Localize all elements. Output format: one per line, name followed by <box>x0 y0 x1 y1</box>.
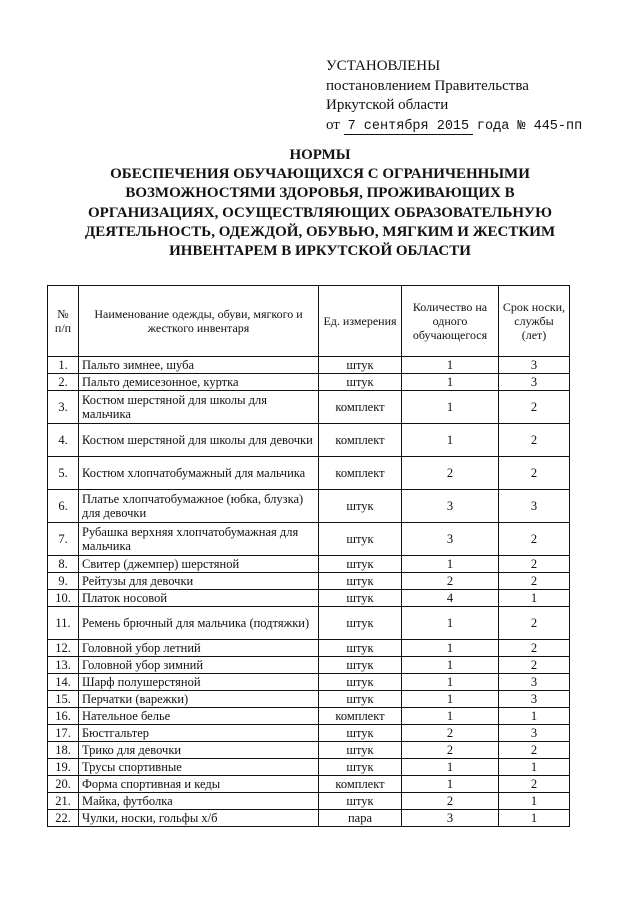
cell-name: Головной убор зимний <box>79 657 319 674</box>
cell-qty: 2 <box>402 793 499 810</box>
cell-num: 10. <box>48 590 79 607</box>
cell-unit: штук <box>319 793 402 810</box>
cell-unit: штук <box>319 523 402 556</box>
table-row <box>48 523 570 556</box>
cell-name: Перчатки (варежки) <box>79 691 319 708</box>
table-row <box>48 490 570 523</box>
cell-qty: 1 <box>402 391 499 424</box>
cell-term: 1 <box>499 708 570 725</box>
table-row <box>48 457 570 490</box>
cell-term: 2 <box>499 657 570 674</box>
cell-qty: 1 <box>402 640 499 657</box>
approval-date-prefix: от <box>326 116 340 133</box>
cell-num: 15. <box>48 691 79 708</box>
table-row <box>48 742 570 759</box>
cell-qty: 1 <box>402 674 499 691</box>
cell-qty: 1 <box>402 556 499 573</box>
cell-unit: штук <box>319 490 402 523</box>
title-line-1: НОРМЫ <box>289 147 351 163</box>
cell-qty: 2 <box>402 457 499 490</box>
cell-name: Трико для девочки <box>79 742 319 759</box>
cell-term: 2 <box>499 391 570 424</box>
table-row <box>48 725 570 742</box>
table-row <box>48 657 570 674</box>
table-row <box>48 357 570 374</box>
table-header-row <box>48 286 570 357</box>
cell-name: Рубашка верхняя хлопчатобумажная для мальчика <box>79 523 319 556</box>
approval-heading: УСТАНОВЛЕНЫ <box>326 58 441 74</box>
cell-qty: 3 <box>402 523 499 556</box>
cell-unit: комплект <box>319 708 402 725</box>
cell-qty: 1 <box>402 708 499 725</box>
approval-line-decree: постановлением Правительства <box>326 77 529 94</box>
cell-unit: комплект <box>319 391 402 424</box>
cell-qty: 1 <box>402 657 499 674</box>
cell-qty: 3 <box>402 810 499 827</box>
cell-unit: штук <box>319 357 402 374</box>
cell-qty: 4 <box>402 590 499 607</box>
cell-qty: 2 <box>402 725 499 742</box>
table-row <box>48 374 570 391</box>
cell-name: Костюм шерстяной для школы для мальчика <box>79 391 319 424</box>
cell-num: 7. <box>48 523 79 556</box>
header-unit: Ед. измерения <box>319 286 402 357</box>
header-num: № п/п <box>48 286 79 357</box>
cell-qty: 2 <box>402 742 499 759</box>
cell-num: 16. <box>48 708 79 725</box>
cell-num: 6. <box>48 490 79 523</box>
cell-term: 3 <box>499 725 570 742</box>
cell-unit: комплект <box>319 457 402 490</box>
cell-term: 3 <box>499 490 570 523</box>
cell-num: 19. <box>48 759 79 776</box>
cell-name: Пальто зимнее, шуба <box>79 357 319 374</box>
cell-term: 3 <box>499 374 570 391</box>
approval-date-line <box>326 116 582 137</box>
cell-unit: штук <box>319 657 402 674</box>
cell-term: 2 <box>499 607 570 640</box>
title-line-4: ОРГАНИЗАЦИЯХ, ОСУЩЕСТВЛЯЮЩИХ ОБРАЗОВАТЕЛЬНУЮ <box>88 204 552 221</box>
table-row <box>48 810 570 827</box>
cell-qty: 1 <box>402 776 499 793</box>
cell-term: 2 <box>499 742 570 759</box>
cell-num: 11. <box>48 607 79 640</box>
table-row <box>48 424 570 457</box>
cell-num: 21. <box>48 793 79 810</box>
cell-name: Чулки, носки, гольфы х/б <box>79 810 319 827</box>
table-row <box>48 590 570 607</box>
cell-num: 14. <box>48 674 79 691</box>
header-term: Срок носки, службы (лет) <box>499 286 570 357</box>
table-row <box>48 556 570 573</box>
approval-date-value: 7 сентября 2015 <box>344 119 474 135</box>
cell-unit: комплект <box>319 424 402 457</box>
cell-unit: штук <box>319 374 402 391</box>
cell-num: 12. <box>48 640 79 657</box>
cell-unit: штук <box>319 573 402 590</box>
approval-date-suffix: года № 445-пп <box>476 118 583 134</box>
table-row <box>48 759 570 776</box>
table-row <box>48 391 570 424</box>
cell-qty: 2 <box>402 573 499 590</box>
cell-name: Свитер (джемпер) шерстяной <box>79 556 319 573</box>
title-line-2: ОБЕСПЕЧЕНИЯ ОБУЧАЮЩИХСЯ С ОГРАНИЧЕННЫМИ <box>110 166 530 183</box>
cell-unit: штук <box>319 759 402 776</box>
cell-name: Платок носовой <box>79 590 319 607</box>
cell-num: 22. <box>48 810 79 827</box>
cell-num: 5. <box>48 457 79 490</box>
cell-term: 2 <box>499 523 570 556</box>
cell-term: 1 <box>499 793 570 810</box>
title-line-3: ВОЗМОЖНОСТЯМИ ЗДОРОВЬЯ, ПРОЖИВАЮЩИХ В <box>125 185 515 202</box>
cell-qty: 1 <box>402 374 499 391</box>
table-row <box>48 607 570 640</box>
cell-qty: 3 <box>402 490 499 523</box>
cell-term: 2 <box>499 424 570 457</box>
cell-name: Платье хлопчатобумажное (юбка, блузка) для девочки <box>79 490 319 523</box>
cell-name: Нательное белье <box>79 708 319 725</box>
cell-num: 4. <box>48 424 79 457</box>
table-row <box>48 674 570 691</box>
norms-table <box>47 285 570 827</box>
cell-term: 3 <box>499 691 570 708</box>
cell-name: Форма спортивная и кеды <box>79 776 319 793</box>
cell-qty: 1 <box>402 607 499 640</box>
cell-name: Рейтузы для девочки <box>79 573 319 590</box>
cell-term: 1 <box>499 810 570 827</box>
cell-num: 1. <box>48 357 79 374</box>
cell-name: Трусы спортивные <box>79 759 319 776</box>
table-row <box>48 640 570 657</box>
cell-unit: штук <box>319 691 402 708</box>
cell-term: 3 <box>499 674 570 691</box>
cell-unit: штук <box>319 607 402 640</box>
cell-qty: 1 <box>402 357 499 374</box>
title-line-5: ДЕЯТЕЛЬНОСТЬ, ОДЕЖДОЙ, ОБУВЬЮ, МЯГКИМ И ЖЕСТКИМ <box>84 223 556 240</box>
cell-num: 13. <box>48 657 79 674</box>
cell-name: Костюм хлопчатобумажный для мальчика <box>79 457 319 490</box>
cell-num: 20. <box>48 776 79 793</box>
cell-num: 8. <box>48 556 79 573</box>
cell-name: Бюстгальтер <box>79 725 319 742</box>
cell-unit: комплект <box>319 776 402 793</box>
table-row <box>48 691 570 708</box>
cell-name: Ремень брючный для мальчика (подтяжки) <box>79 607 319 640</box>
title-line-6: ИНВЕНТАРЕМ В ИРКУТСКОЙ ОБЛАСТИ <box>169 243 471 260</box>
cell-term: 2 <box>499 640 570 657</box>
cell-unit: штук <box>319 674 402 691</box>
table-body <box>48 357 570 827</box>
table-row <box>48 793 570 810</box>
header-qty: Количество на одного обучающегося <box>402 286 499 357</box>
cell-term: 2 <box>499 573 570 590</box>
cell-qty: 1 <box>402 424 499 457</box>
document-title <box>50 146 590 261</box>
cell-term: 2 <box>499 776 570 793</box>
cell-num: 9. <box>48 573 79 590</box>
cell-name: Костюм шерстяной для школы для девочки <box>79 424 319 457</box>
cell-num: 17. <box>48 725 79 742</box>
cell-term: 1 <box>499 759 570 776</box>
cell-num: 3. <box>48 391 79 424</box>
cell-name: Шарф полушерстяной <box>79 674 319 691</box>
cell-unit: пара <box>319 810 402 827</box>
cell-term: 1 <box>499 590 570 607</box>
cell-term: 2 <box>499 457 570 490</box>
cell-name: Майка, футболка <box>79 793 319 810</box>
table-row <box>48 708 570 725</box>
cell-num: 2. <box>48 374 79 391</box>
cell-num: 18. <box>48 742 79 759</box>
table-row <box>48 776 570 793</box>
cell-qty: 1 <box>402 759 499 776</box>
header-name: Наименование одежды, обуви, мягкого и жесткого инвентаря <box>79 286 319 357</box>
cell-name: Пальто демисезонное, куртка <box>79 374 319 391</box>
cell-term: 2 <box>499 556 570 573</box>
cell-term: 3 <box>499 357 570 374</box>
cell-unit: штук <box>319 556 402 573</box>
cell-unit: штук <box>319 725 402 742</box>
cell-unit: штук <box>319 742 402 759</box>
cell-name: Головной убор летний <box>79 640 319 657</box>
cell-qty: 1 <box>402 691 499 708</box>
table-row <box>48 573 570 590</box>
approval-line-region: Иркутской области <box>326 97 449 113</box>
cell-unit: штук <box>319 640 402 657</box>
approval-block <box>326 57 582 136</box>
cell-unit: штук <box>319 590 402 607</box>
